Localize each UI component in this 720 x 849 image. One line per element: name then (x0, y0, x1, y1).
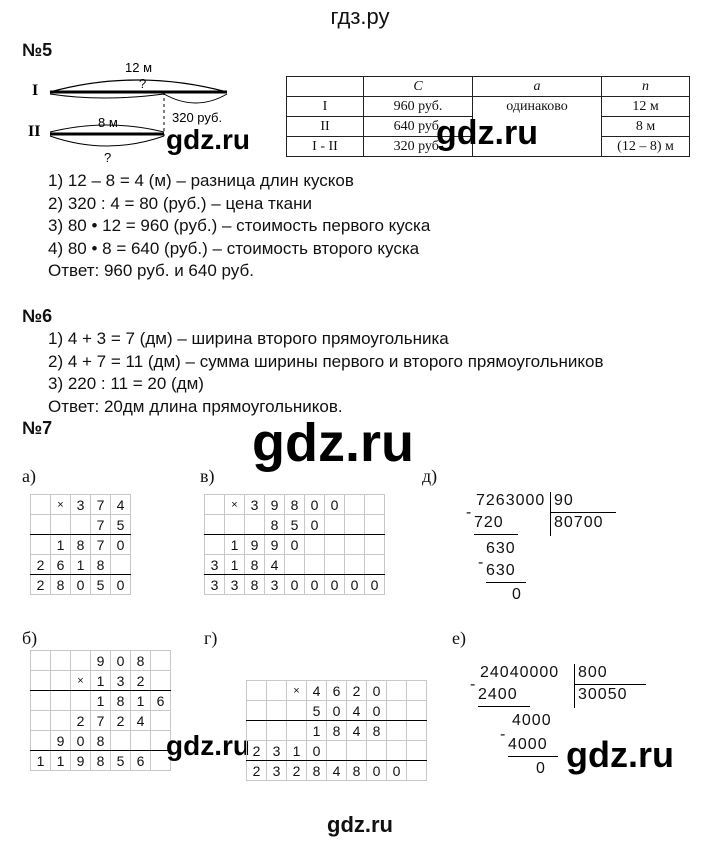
digit: 5 (111, 751, 131, 771)
digit: 8 (91, 731, 111, 751)
grid-cell (387, 681, 407, 701)
minus-sign: - (478, 554, 485, 571)
grid-cell (407, 741, 427, 761)
table-cell: I - II (287, 137, 364, 157)
solution-line: 2) 320 : 4 = 80 (руб.) – цена ткани (48, 193, 312, 213)
grid-cell (31, 535, 51, 555)
digit: 3 (245, 495, 265, 515)
answer-line: Ответ: 20дм длина прямоугольников. (48, 396, 343, 416)
diagram-roman-2: II (28, 123, 41, 140)
solution-line: 3) 80 • 12 = 960 (руб.) – стоимость первого куска (48, 216, 431, 235)
problem-6-heading: №6 (22, 306, 53, 326)
digit: 4 (347, 701, 367, 721)
digit: 1 (51, 751, 71, 771)
watermark: gdz.ru (166, 124, 250, 155)
label-g: г) (204, 628, 218, 648)
grid-cell (407, 701, 427, 721)
digit: 5 (111, 515, 131, 535)
subtrahend: 720 (474, 514, 504, 531)
digit: 8 (367, 721, 387, 741)
solution-line: 4) 80 • 8 = 640 (руб.) – стоимость второго куска (48, 238, 420, 258)
site-footer: gdz.ru (327, 812, 393, 837)
digit: 0 (305, 575, 325, 595)
digit: 3 (225, 575, 245, 595)
table-cell: 640 руб. (364, 117, 473, 137)
digit: 8 (265, 515, 285, 535)
grid-cell (325, 515, 345, 535)
grid-cell (387, 721, 407, 741)
solution-line: 1) 4 + 3 = 7 (дм) – ширина второго прямоугольника (48, 329, 449, 348)
subtrahend: 2400 (478, 686, 518, 703)
grid-cell (267, 701, 287, 721)
digit: 4 (327, 761, 347, 781)
digit: 2 (31, 555, 51, 575)
table-cell (287, 77, 364, 97)
digit: 1 (91, 691, 111, 711)
grid-cell (51, 515, 71, 535)
digit: 6 (131, 751, 151, 771)
table-cell: C (364, 77, 473, 97)
watermark: gdz.ru (166, 730, 250, 761)
grid-cell (267, 681, 287, 701)
grid-cell (345, 515, 365, 535)
digit: 7 (91, 495, 111, 515)
subtrahend: 630 (486, 562, 516, 579)
watermark: gdz.ru (436, 114, 538, 152)
grid-cell (151, 651, 171, 671)
grid-g (246, 680, 427, 781)
grid-cell (111, 731, 131, 751)
grid-cell (305, 555, 325, 575)
digit: 1 (225, 535, 245, 555)
answer-line: Ответ: 960 руб. и 640 руб. (48, 261, 254, 280)
multiply-sign: × (51, 495, 71, 515)
digit: 0 (345, 575, 365, 595)
grid-cell (365, 555, 385, 575)
digit: 8 (91, 751, 111, 771)
digit: 0 (307, 741, 327, 761)
grid-cell (387, 741, 407, 761)
minus-sign: - (466, 504, 473, 521)
grid-cell (247, 681, 267, 701)
digit: 0 (325, 495, 345, 515)
label-b: б) (22, 628, 38, 648)
diagram-length-2: 8 м (98, 115, 118, 130)
table-cell: II (287, 117, 364, 137)
digit: 1 (31, 751, 51, 771)
grid-cell (305, 535, 325, 555)
grid-cell (51, 651, 71, 671)
grid-cell (347, 741, 367, 761)
digit: 2 (31, 575, 51, 595)
table-cell: 320 руб. (364, 137, 473, 157)
table-cell: a (473, 77, 602, 97)
multiply-sign: × (287, 681, 307, 701)
table-cell: 8 м (602, 117, 690, 137)
digit: 0 (367, 681, 387, 701)
digit: 1 (131, 691, 151, 711)
diagram-difference: 320 руб. (172, 110, 223, 125)
digit: 0 (365, 575, 385, 595)
digit: 0 (305, 495, 325, 515)
grid-cell (287, 721, 307, 741)
digit: 2 (247, 761, 267, 781)
grid-cell (365, 495, 385, 515)
table-cell: 12 м (602, 97, 690, 117)
grid-cell (151, 711, 171, 731)
table-cell: 960 руб. (364, 97, 473, 117)
grid-a (30, 494, 131, 595)
grid-cell (325, 555, 345, 575)
table-cell: I (287, 97, 364, 117)
grid-cell (345, 555, 365, 575)
digit: 1 (307, 721, 327, 741)
digit: 1 (287, 741, 307, 761)
grid-cell (345, 535, 365, 555)
digit: 0 (71, 575, 91, 595)
problem-7-heading: №7 (22, 418, 53, 438)
grid-cell (325, 535, 345, 555)
problem-5-solution (48, 170, 430, 283)
grid-cell (51, 711, 71, 731)
digit: 9 (265, 535, 285, 555)
digit: 0 (285, 575, 305, 595)
subtrahend: 4000 (508, 736, 548, 753)
grid-cell (31, 671, 51, 691)
digit: 3 (205, 555, 225, 575)
digit: 7 (91, 515, 111, 535)
grid-cell (131, 731, 151, 751)
digit: 2 (247, 741, 267, 761)
grid-cell (31, 651, 51, 671)
digit: 4 (265, 555, 285, 575)
grid-cell (245, 515, 265, 535)
multiply-sign: × (71, 671, 91, 691)
digit: 9 (91, 651, 111, 671)
digit: 8 (131, 651, 151, 671)
digit: 9 (245, 535, 265, 555)
grid-cell (51, 691, 71, 711)
table-cell: (12 – 8) м (602, 137, 690, 157)
digit: 3 (265, 575, 285, 595)
grid-cell (365, 535, 385, 555)
digit: 4 (347, 721, 367, 741)
digit: 8 (111, 691, 131, 711)
solution-line: 2) 4 + 7 = 11 (дм) – сумма ширины первого и второго прямоугольников (48, 351, 604, 371)
label-a: а) (22, 466, 36, 486)
digit: 5 (285, 515, 305, 535)
grid-cell (205, 495, 225, 515)
digit: 0 (325, 575, 345, 595)
digit: 8 (245, 555, 265, 575)
digit: 8 (91, 555, 111, 575)
grid-cell (225, 515, 245, 535)
grid-cell (407, 681, 427, 701)
digit: 0 (111, 575, 131, 595)
grid-cell (51, 671, 71, 691)
digit: 1 (71, 555, 91, 575)
digit: 4 (131, 711, 151, 731)
dividend: 24040000 (480, 664, 560, 681)
digit: 0 (387, 761, 407, 781)
table-cell: n (602, 77, 690, 97)
watermark: gdz.ru (566, 734, 674, 775)
digit: 6 (327, 681, 347, 701)
site-header: гдз.ру (330, 4, 390, 29)
digit: 1 (91, 671, 111, 691)
digit: 5 (91, 575, 111, 595)
digit: 1 (225, 555, 245, 575)
grid-cell (367, 741, 387, 761)
division-d (466, 492, 636, 608)
grid-cell (205, 535, 225, 555)
solution-line: 1) 12 – 8 = 4 (м) – разница длин кусков (48, 171, 354, 190)
digit: 7 (91, 535, 111, 555)
minus-sign: - (470, 676, 477, 693)
solution-line: 3) 220 : 11 = 20 (дм) (48, 374, 204, 393)
grid-cell (31, 691, 51, 711)
partial-remainder: 4000 (512, 712, 552, 729)
digit: 5 (307, 701, 327, 721)
digit: 1 (51, 535, 71, 555)
grid-v (204, 494, 385, 595)
digit: 0 (71, 731, 91, 751)
diagram-roman-1: I (32, 82, 39, 99)
grid-cell (71, 651, 91, 671)
divisor: 800 (578, 664, 608, 681)
minus-sign: - (500, 726, 507, 743)
label-d: д) (422, 466, 438, 486)
digit: 3 (71, 495, 91, 515)
quotient: 80700 (554, 514, 604, 531)
digit: 0 (305, 515, 325, 535)
grid-cell (247, 701, 267, 721)
grid-cell (71, 691, 91, 711)
digit: 8 (245, 575, 265, 595)
digit: 9 (265, 495, 285, 515)
digit: 0 (367, 761, 387, 781)
grid-cell (407, 721, 427, 741)
table-cell: одинаково (473, 97, 602, 157)
digit: 8 (327, 721, 347, 741)
digit: 4 (307, 681, 327, 701)
table-header-row (287, 77, 690, 97)
multiply-sign: × (225, 495, 245, 515)
quotient: 30050 (578, 686, 628, 703)
remainder: 0 (512, 586, 522, 603)
digit: 0 (111, 535, 131, 555)
digit: 9 (71, 751, 91, 771)
grid-cell (287, 701, 307, 721)
grid-cell (345, 495, 365, 515)
grid-cell (407, 761, 427, 781)
digit: 0 (327, 701, 347, 721)
grid-cell (387, 701, 407, 721)
digit: 6 (51, 555, 71, 575)
digit: 3 (111, 671, 131, 691)
digit: 2 (111, 711, 131, 731)
grid-cell (285, 555, 305, 575)
digit: 2 (131, 671, 151, 691)
digit: 2 (71, 711, 91, 731)
grid-cell (31, 495, 51, 515)
dividend: 7263000 (476, 492, 546, 509)
divisor: 90 (554, 492, 574, 509)
digit: 0 (367, 701, 387, 721)
diagram-length-1: 12 м (125, 60, 153, 75)
digit: 3 (205, 575, 225, 595)
grid-cell (31, 515, 51, 535)
diagram-question-2: ? (104, 150, 112, 165)
problem-6-solution (48, 328, 604, 418)
digit: 3 (267, 741, 287, 761)
remainder: 0 (536, 760, 546, 777)
digit: 0 (111, 651, 131, 671)
grid-cell (205, 515, 225, 535)
grid-cell (31, 711, 51, 731)
digit: 8 (285, 495, 305, 515)
label-v: в) (200, 466, 215, 486)
partial-remainder: 630 (486, 540, 516, 557)
digit: 4 (111, 495, 131, 515)
grid-cell (151, 671, 171, 691)
digit: 2 (347, 681, 367, 701)
digit: 2 (287, 761, 307, 781)
grid-cell (327, 741, 347, 761)
watermark: gdz.ru (252, 413, 414, 473)
grid-cell (247, 721, 267, 741)
grid-cell (111, 555, 131, 575)
problem-5-heading: №5 (22, 40, 53, 60)
digit: 8 (307, 761, 327, 781)
digit: 6 (151, 691, 171, 711)
grid-cell (71, 515, 91, 535)
grid-cell (365, 515, 385, 535)
digit: 8 (347, 761, 367, 781)
digit: 0 (285, 535, 305, 555)
grid-b (30, 650, 171, 771)
digit: 8 (51, 575, 71, 595)
grid-cell (267, 721, 287, 741)
label-e: е) (452, 628, 466, 648)
digit: 3 (267, 761, 287, 781)
grid-cell (31, 731, 51, 751)
digit: 9 (51, 731, 71, 751)
digit: 7 (91, 711, 111, 731)
digit: 8 (71, 535, 91, 555)
diagram-question-1: ? (139, 76, 147, 91)
